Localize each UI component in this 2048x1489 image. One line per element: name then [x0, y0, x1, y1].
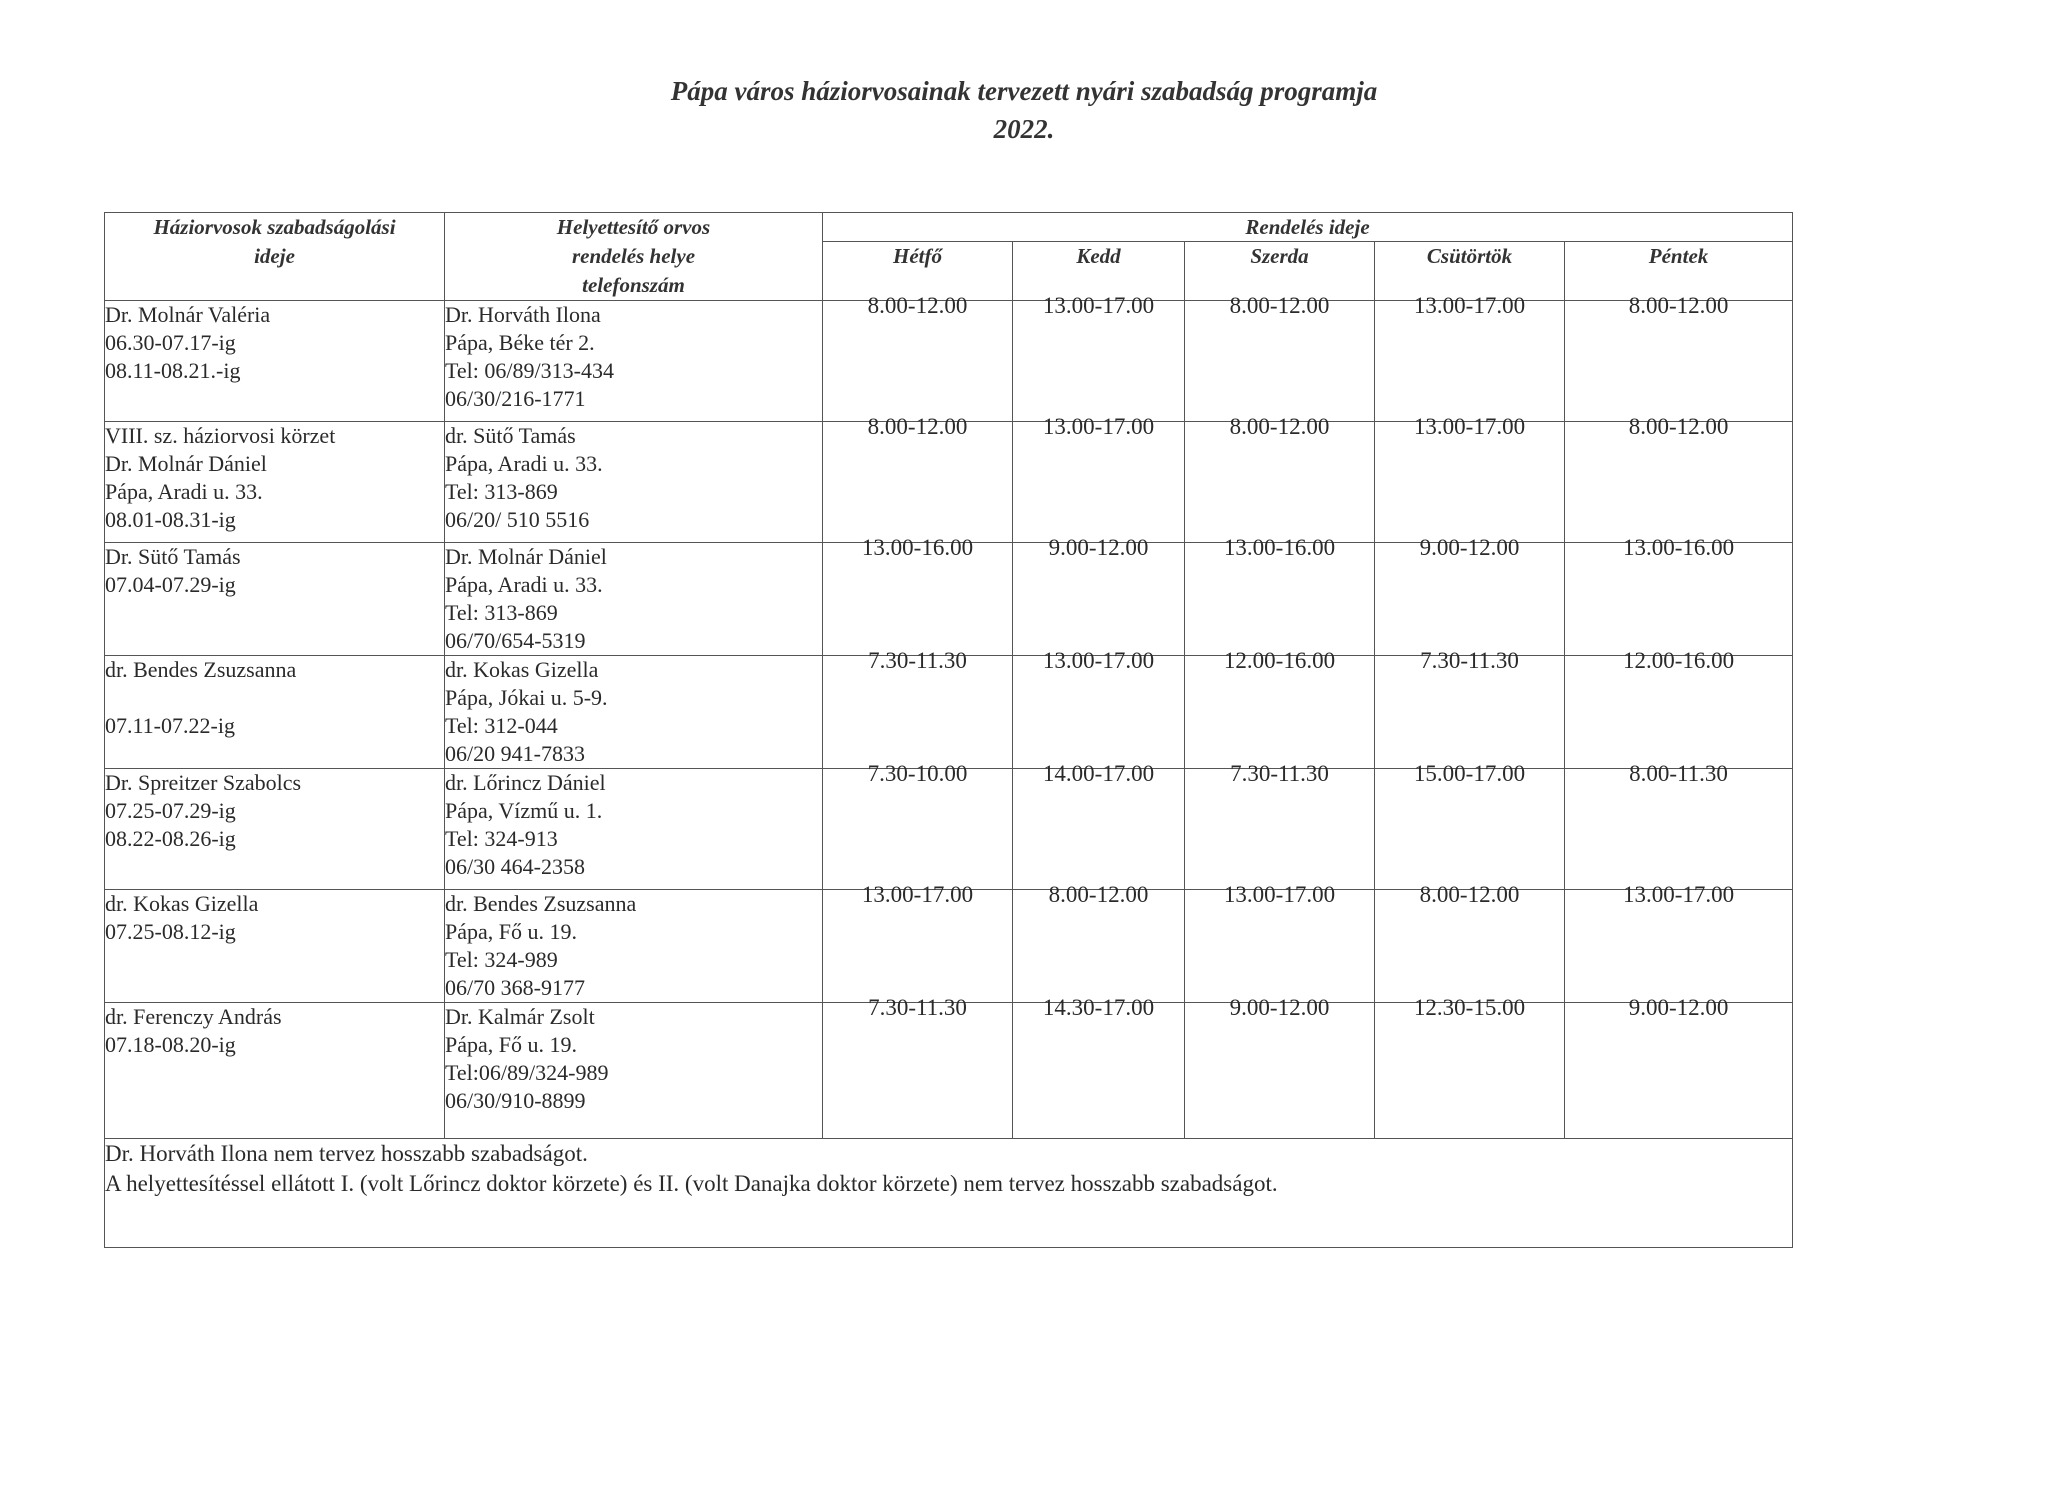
hours-cell-friday [1565, 882, 1793, 1003]
substitute-line: 06/30/216-1771 [445, 386, 586, 411]
hours-value: 8.00-12.00 [1229, 293, 1330, 318]
hours-cell-friday [1565, 648, 1793, 769]
table-row [105, 301, 1793, 422]
substitute-line: Pápa, Fő u. 19. [445, 1032, 577, 1057]
vacation-cell [105, 890, 445, 1003]
vacation-line: 07.25-07.29-ig [105, 798, 236, 823]
hours-value: 12.30-15.00 [1413, 995, 1526, 1020]
hours-value: 15.00-17.00 [1413, 761, 1526, 786]
hours-value: 9.00-12.00 [1048, 535, 1149, 560]
vacation-line: Dr. Sütő Tamás [105, 544, 241, 569]
substitute-line: Dr. Kalmár Zsolt [445, 1004, 595, 1029]
hours-cell-wednesday [1185, 882, 1375, 1003]
substitute-line: Tel: 312-044 [445, 713, 558, 738]
vacation-line: 07.25-08.12-ig [105, 919, 236, 944]
hours-value: 9.00-12.00 [1628, 995, 1729, 1020]
substitute-line: 06/30 464-2358 [445, 854, 585, 879]
hours-cell-thursday [1375, 882, 1565, 1003]
vacation-line: 06.30-07.17-ig [105, 330, 236, 355]
hours-cell-wednesday [1185, 414, 1375, 543]
hours-cell-tuesday [1013, 761, 1185, 890]
table-row [105, 422, 1793, 543]
substitute-cell [445, 656, 823, 769]
hours-cell-monday [823, 535, 1013, 656]
hours-cell-wednesday [1185, 293, 1375, 422]
substitute-line: dr. Lőrincz Dániel [445, 770, 606, 795]
vacation-line: 07.11-07.22-ig [105, 713, 235, 738]
hours-value: 13.00-17.00 [1413, 293, 1526, 318]
hours-cell-tuesday [1013, 293, 1185, 422]
hours-value: 12.00-16.00 [1622, 648, 1735, 673]
table-row [105, 543, 1793, 656]
table-row [105, 890, 1793, 1003]
hours-value: 7.30-11.30 [1230, 761, 1329, 786]
vacation-cell [105, 301, 445, 422]
vacation-cell [105, 1003, 445, 1139]
hours-value: 8.00-12.00 [1628, 293, 1729, 318]
vacation-line [105, 974, 444, 1002]
hours-value: 13.00-16.00 [861, 535, 974, 560]
vacation-line: 08.22-08.26-ig [105, 826, 236, 851]
hours-cell-wednesday [1185, 995, 1375, 1139]
hours-value: 14.30-17.00 [1042, 995, 1155, 1020]
hours-cell-thursday [1375, 648, 1565, 769]
hours-value: 8.00-12.00 [1628, 414, 1729, 439]
hours-value: 14.00-17.00 [1042, 761, 1155, 786]
vacation-cell [105, 769, 445, 890]
hours-value: 13.00-17.00 [1413, 414, 1526, 439]
vacation-line: 08.11-08.21.-ig [105, 358, 241, 383]
hours-cell-tuesday [1013, 414, 1185, 543]
vacation-line: dr. Ferenczy András [105, 1004, 282, 1029]
hours-cell-thursday [1375, 995, 1565, 1139]
hours-value: 13.00-17.00 [1042, 648, 1155, 673]
hours-cell-wednesday [1185, 761, 1375, 890]
hours-value: 7.30-11.30 [868, 995, 967, 1020]
hours-cell-friday [1565, 535, 1793, 656]
hours-cell-monday [823, 648, 1013, 769]
hours-value: 13.00-17.00 [1622, 882, 1735, 907]
hours-cell-monday [823, 995, 1013, 1139]
title-line-2: 2022. [993, 114, 1055, 144]
vacation-cell [105, 543, 445, 656]
substitute-line: Dr. Molnár Dániel [445, 544, 607, 569]
substitute-line: 06/30/910-8899 [445, 1088, 586, 1113]
table-row [105, 769, 1793, 890]
vacation-cell [105, 656, 445, 769]
hours-cell-thursday [1375, 293, 1565, 422]
substitute-line: Pápa, Béke tér 2. [445, 330, 595, 355]
hours-cell-thursday [1375, 761, 1565, 890]
hours-cell-monday [823, 882, 1013, 1003]
vacation-line: Dr. Molnár Dániel [105, 451, 267, 476]
vacation-line: 07.18-08.20-ig [105, 1032, 236, 1057]
hours-value: 8.00-12.00 [867, 293, 968, 318]
hours-value: 12.00-16.00 [1223, 648, 1336, 673]
substitute-line: 06/70 368-9177 [445, 975, 585, 1000]
hours-value: 8.00-12.00 [1048, 882, 1149, 907]
hours-cell-friday [1565, 293, 1793, 422]
substitute-line: Dr. Horváth Ilona [445, 302, 601, 327]
hours-cell-tuesday [1013, 648, 1185, 769]
hours-cell-monday [823, 414, 1013, 543]
substitute-cell [445, 769, 823, 890]
hours-cell-thursday [1375, 414, 1565, 543]
substitute-cell [445, 543, 823, 656]
vacation-line: Dr. Molnár Valéria [105, 302, 271, 327]
substitute-cell [445, 890, 823, 1003]
hours-value: 8.00-12.00 [1419, 882, 1520, 907]
header-vacation-period: Háziorvosok szabadságolási ideje [105, 213, 445, 301]
substitute-line: 06/20 941-7833 [445, 741, 585, 766]
table-row [105, 1003, 1793, 1139]
vacation-line: VIII. sz. háziorvosi körzet [105, 423, 336, 448]
hours-value: 7.30-10.00 [867, 761, 968, 786]
vacation-line: Pápa, Aradi u. 33. [105, 479, 263, 504]
substitute-line: Tel: 06/89/313-434 [445, 358, 614, 383]
vacation-line [105, 740, 444, 768]
vacation-line: dr. Bendes Zsuzsanna [105, 657, 297, 682]
hours-cell-friday [1565, 414, 1793, 543]
hours-value: 7.30-11.30 [868, 648, 967, 673]
substitute-line: Pápa, Vízmű u. 1. [445, 798, 603, 823]
substitute-line: dr. Sütő Tamás [445, 423, 576, 448]
hours-value: 13.00-17.00 [1042, 293, 1155, 318]
vacation-line: dr. Kokas Gizella [105, 891, 259, 916]
vacation-line [105, 385, 444, 413]
vacation-line [105, 1087, 444, 1115]
header-day-friday: Péntek [1565, 242, 1793, 301]
vacation-cell [105, 422, 445, 543]
hours-value: 13.00-16.00 [1622, 535, 1735, 560]
hours-value: 7.30-11.30 [1420, 648, 1519, 673]
hours-value: 13.00-16.00 [1223, 535, 1336, 560]
substitute-cell [445, 1003, 823, 1139]
substitute-line: Pápa, Aradi u. 33. [445, 451, 603, 476]
substitute-line: Pápa, Jókai u. 5-9. [445, 685, 608, 710]
hours-cell-monday [823, 761, 1013, 890]
substitute-line: 06/20/ 510 5516 [445, 507, 590, 532]
hours-cell-thursday [1375, 535, 1565, 656]
vacation-line: 07.04-07.29-ig [105, 572, 236, 597]
hours-value: 8.00-11.30 [1629, 761, 1728, 786]
hours-cell-tuesday [1013, 882, 1185, 1003]
substitute-line: Tel: 313-869 [445, 479, 558, 504]
table-row [105, 656, 1793, 769]
vacation-line [105, 946, 444, 974]
header-day-wednesday: Szerda [1185, 242, 1375, 301]
header-day-tuesday: Kedd [1013, 242, 1185, 301]
vacation-line: 08.01-08.31-ig [105, 507, 236, 532]
page-title [0, 72, 2048, 148]
substitute-line: Tel: 313-869 [445, 600, 558, 625]
hours-cell-tuesday [1013, 535, 1185, 656]
hours-cell-tuesday [1013, 995, 1185, 1139]
substitute-line: dr. Bendes Zsuzsanna [445, 891, 637, 916]
substitute-line: 06/70/654-5319 [445, 628, 586, 653]
hours-value: 13.00-17.00 [1042, 414, 1155, 439]
hours-value: 9.00-12.00 [1229, 995, 1330, 1020]
substitute-line: Pápa, Fő u. 19. [445, 919, 577, 944]
hours-value: 13.00-17.00 [1223, 882, 1336, 907]
vacation-line [105, 627, 444, 655]
hours-cell-friday [1565, 995, 1793, 1139]
note-line-2: A helyettesítéssel ellátott I. (volt Lőrincz doktor körzete) és II. (volt Danajka doktor körzete) nem tervez hosszabb szabadságot. [105, 1171, 1278, 1196]
vacation-line [105, 599, 444, 627]
vacation-line: Dr. Spreitzer Szabolcs [105, 770, 302, 795]
header-substitute-doctor: Helyettesítő orvos rendelés helye telefonszám [445, 213, 823, 301]
substitute-line: Tel: 324-913 [445, 826, 558, 851]
title-line-1: Pápa város háziorvosainak tervezett nyári szabadság programja [670, 76, 1378, 106]
substitute-line: Pápa, Aradi u. 33. [445, 572, 603, 597]
hours-value: 8.00-12.00 [867, 414, 968, 439]
hours-cell-wednesday [1185, 535, 1375, 656]
vacation-line [105, 1059, 444, 1087]
hours-value: 8.00-12.00 [1229, 414, 1330, 439]
notes-cell [105, 1139, 1793, 1248]
vacation-line [105, 853, 444, 881]
header-consultation-hours: Rendelés ideje [823, 213, 1793, 242]
vacation-line [105, 684, 444, 712]
header-day-monday: Hétfő [823, 242, 1013, 301]
header-day-thursday: Csütörtök [1375, 242, 1565, 301]
substitute-line: Tel:06/89/324-989 [445, 1060, 609, 1085]
substitute-cell [445, 301, 823, 422]
substitute-line: dr. Kokas Gizella [445, 657, 599, 682]
note-line-1: Dr. Horváth Ilona nem tervez hosszabb szabadságot. [105, 1141, 588, 1166]
hours-cell-monday [823, 293, 1013, 422]
substitute-cell [445, 422, 823, 543]
substitute-line: Tel: 324-989 [445, 947, 558, 972]
schedule-table [104, 212, 1793, 1248]
hours-cell-friday [1565, 761, 1793, 890]
hours-value: 9.00-12.00 [1419, 535, 1520, 560]
hours-cell-wednesday [1185, 648, 1375, 769]
hours-value: 13.00-17.00 [861, 882, 974, 907]
